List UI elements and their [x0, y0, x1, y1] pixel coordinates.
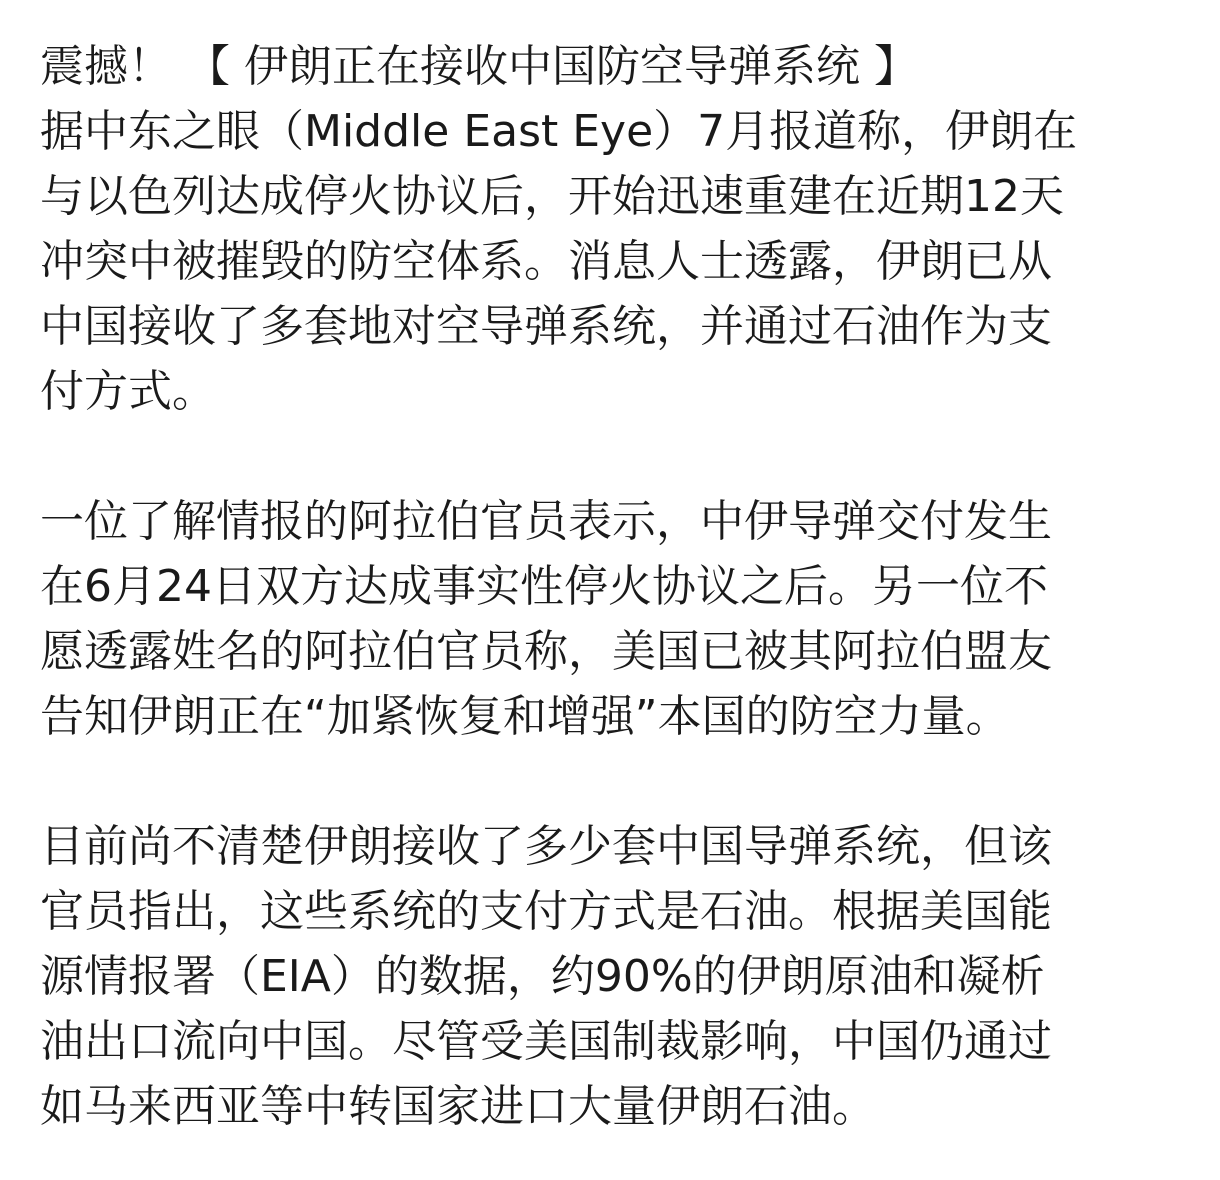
- post-paragraph-1: 据中东之眼（Middle East Eye）7月报道称，伊朗在 与以色列达成停火协议后，开始迅速重建在近期12天 冲突中被摧毁的防空体系。消息人士透露，伊朗已从 中国接收了多套地对空导弹系统，并通过石油作为支 付方式。: [40, 106, 1078, 417]
- paragraph-spacer: [40, 424, 1180, 489]
- post-paragraph-3: 目前尚不清楚伊朗接收了多少套中国导弹系统，但该 官员指出，这些系统的支付方式是石油。根据美国能 源情报署（EIA）的数据，约90%的伊朗原油和凝析 油出口流向中国。尽管受美国制裁影响，中国仍通过 如马来西亚等中转国家进口大量伊朗石油。: [40, 821, 1052, 1132]
- post-paragraph-2: 一位了解情报的阿拉伯官员表示，中伊导弹交付发生 在6月24日双方达成事实性停火协议之后。另一位不 愿透露姓名的阿拉伯官员称，美国已被其阿拉伯盟友 告知伊朗正在“加紧恢复和增强”本国的防空力量。: [40, 496, 1052, 742]
- paragraph-spacer: [40, 749, 1180, 814]
- post-headline: 震撼！ 【 伊朗正在接收中国防空导弹系统 】: [40, 41, 918, 92]
